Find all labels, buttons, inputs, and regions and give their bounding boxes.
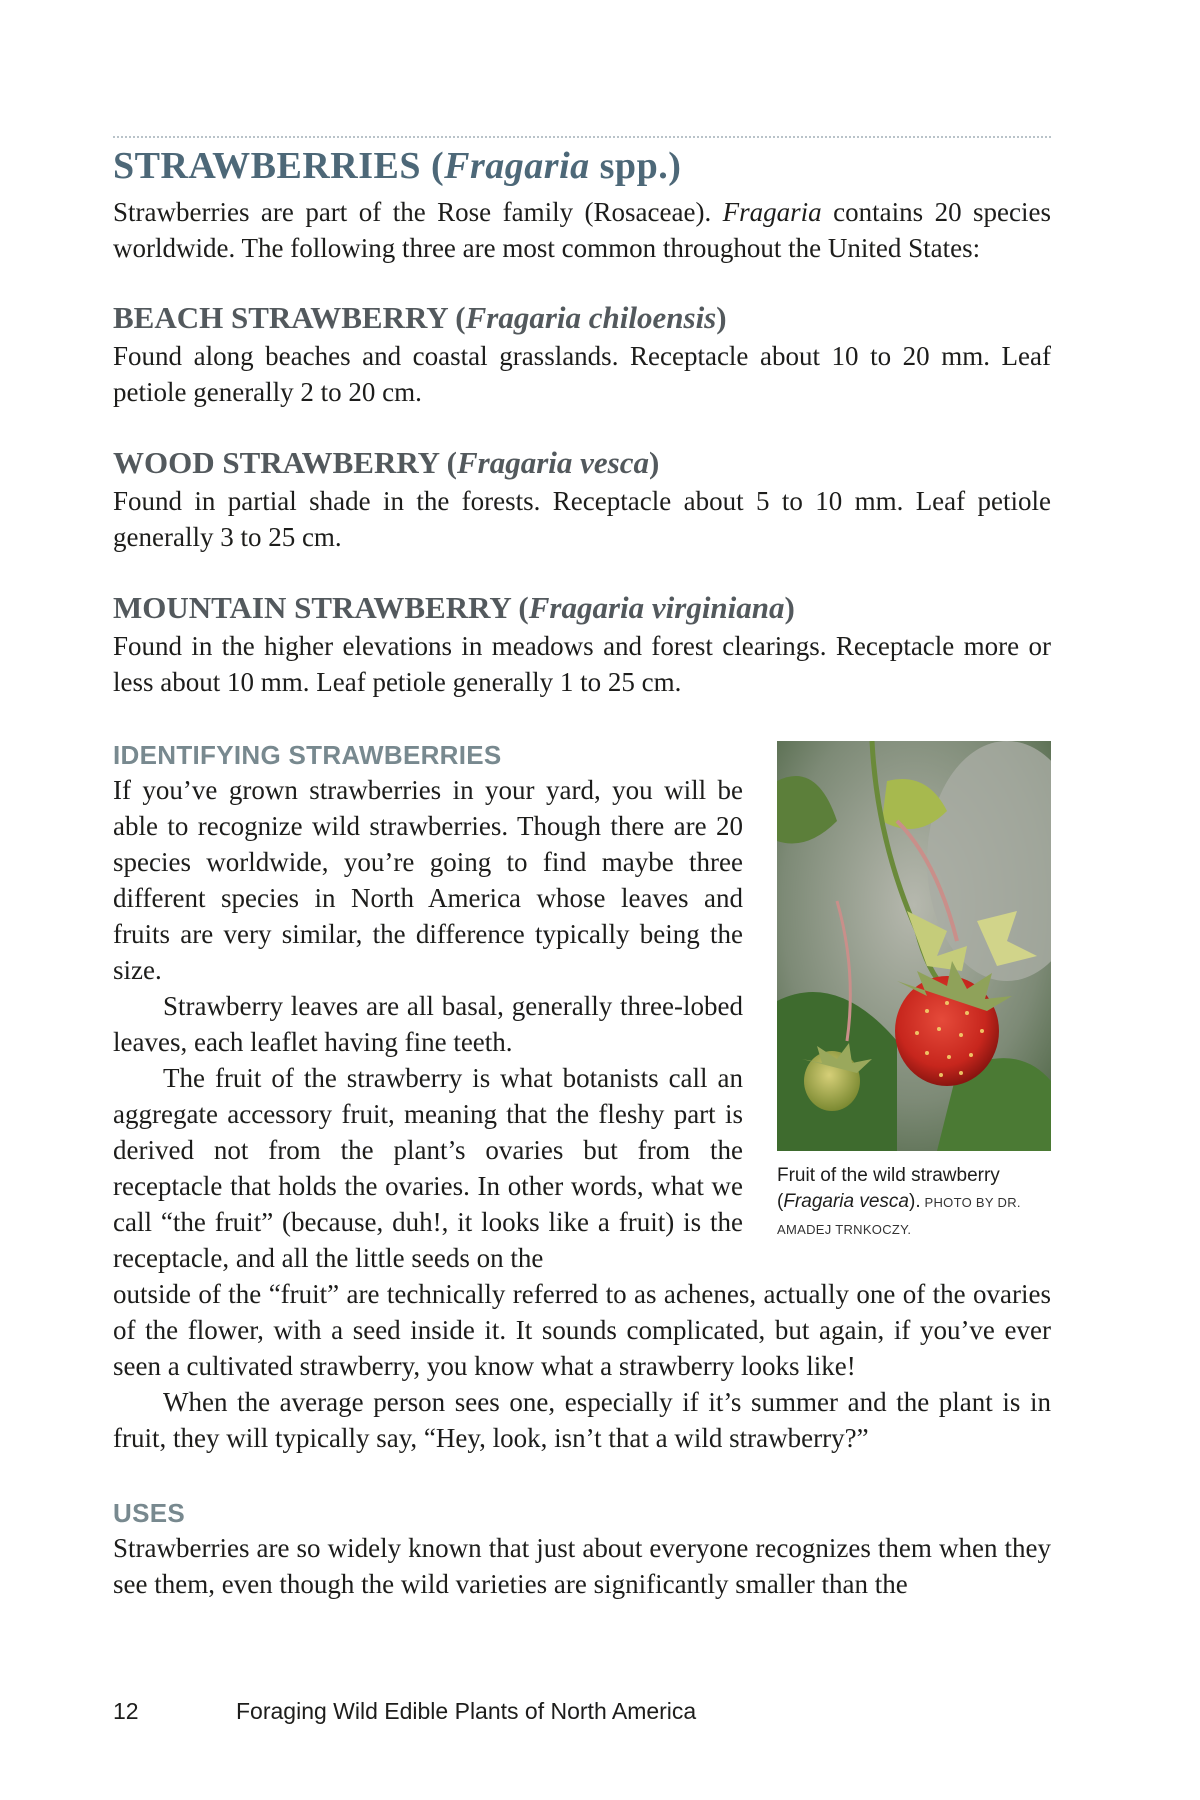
identifying-paragraph-3: The fruit of the strawberry is what botanists call an aggregate accessory fruit, meaning that the fleshy part is derived not from the plant’s ovaries but from the receptacle that holds the ovaries. In other words, what we call “the fruit” (because, duh!, it looks like a fruit) is the receptacle, and all the little seeds on the — [113, 1063, 743, 1273]
photo-credit: PHOTO BY DR. AMADEJ TRNKOCZY. — [777, 1195, 1021, 1237]
species-beach — [113, 298, 1051, 410]
strawberry-photo — [777, 741, 1051, 1151]
intro-paragraph: Strawberries are part of the Rose family (Rosaceae). Fragaria contains 20 species worldwide. The following three are most common throughout the United States: — [113, 197, 1052, 263]
strawberry-illustration — [777, 741, 1051, 1151]
identifying-section-bottom — [113, 1276, 1051, 1456]
species-mountain — [113, 588, 1051, 700]
title-suffix: spp.) — [589, 145, 682, 187]
uses-paragraph: Strawberries are so widely known that just about everyone recognizes them when they see them, even though the wild varieties are significantly smaller than the — [113, 1533, 1051, 1599]
species-heading: WOOD STRAWBERRY (Fragaria vesca) — [113, 445, 660, 480]
dotted-divider — [113, 136, 1051, 138]
uses-section — [113, 1496, 1051, 1602]
identifying-paragraph-2: Strawberry leaves are all basal, generally three-lobed leaves, each leaflet having fine teeth. — [113, 991, 743, 1057]
identifying-heading: IDENTIFYING STRAWBERRIES — [113, 740, 502, 770]
identifying-paragraph-3-continued: outside of the “fruit” are technically referred to as achenes, actually one of the ovaries of the flower, with a seed inside it. It sounds complicated, but again, if you’ve ever seen a cultivated strawberry, you know what a strawberry looks like! — [113, 1279, 1051, 1381]
intro-section — [113, 194, 1051, 266]
species-description: Found in the higher elevations in meadows and forest clearings. Receptacle more or less about 10 mm. Leaf petiole generally 1 to 25 cm. — [113, 631, 1051, 697]
species-description: Found in partial shade in the forests. Receptacle about 5 to 10 mm. Leaf petiole generally 3 to 25 cm. — [113, 486, 1051, 552]
species-heading: MOUNTAIN STRAWBERRY (Fragaria virginiana) — [113, 590, 795, 625]
title-text: STRAWBERRIES ( — [113, 145, 445, 187]
uses-heading: USES — [113, 1498, 186, 1528]
book-page — [113, 0, 1051, 1800]
identifying-section-top — [113, 738, 743, 1276]
species-wood — [113, 443, 1051, 555]
photo-caption: Fruit of the wild strawberry (Fragaria vesca). PHOTO BY DR. AMADEJ TRNKOCZY. — [777, 1165, 1021, 1237]
identifying-paragraph-1: If you’ve grown strawberries in your yard, you will be able to recognize wild strawberries. Though there are 20 species worldwide, you’re going to find maybe three different species in North America whose leaves and fruits are very similar, the difference typically being the size. — [113, 775, 743, 985]
book-title: Foraging Wild Edible Plants of North America — [236, 1698, 697, 1724]
page-number: 12 — [113, 1698, 139, 1724]
species-description: Found along beaches and coastal grasslands. Receptacle about 10 to 20 mm. Leaf petiole generally 2 to 20 cm. — [113, 341, 1051, 407]
species-heading: BEACH STRAWBERRY (Fragaria chiloensis) — [113, 300, 727, 335]
identifying-paragraph-4: When the average person sees one, especially if it’s summer and the plant is in fruit, they will typically say, “Hey, look, isn’t that a wild strawberry?” — [113, 1387, 1051, 1453]
page-title — [113, 140, 681, 192]
title-genus: Fragaria — [444, 145, 590, 187]
